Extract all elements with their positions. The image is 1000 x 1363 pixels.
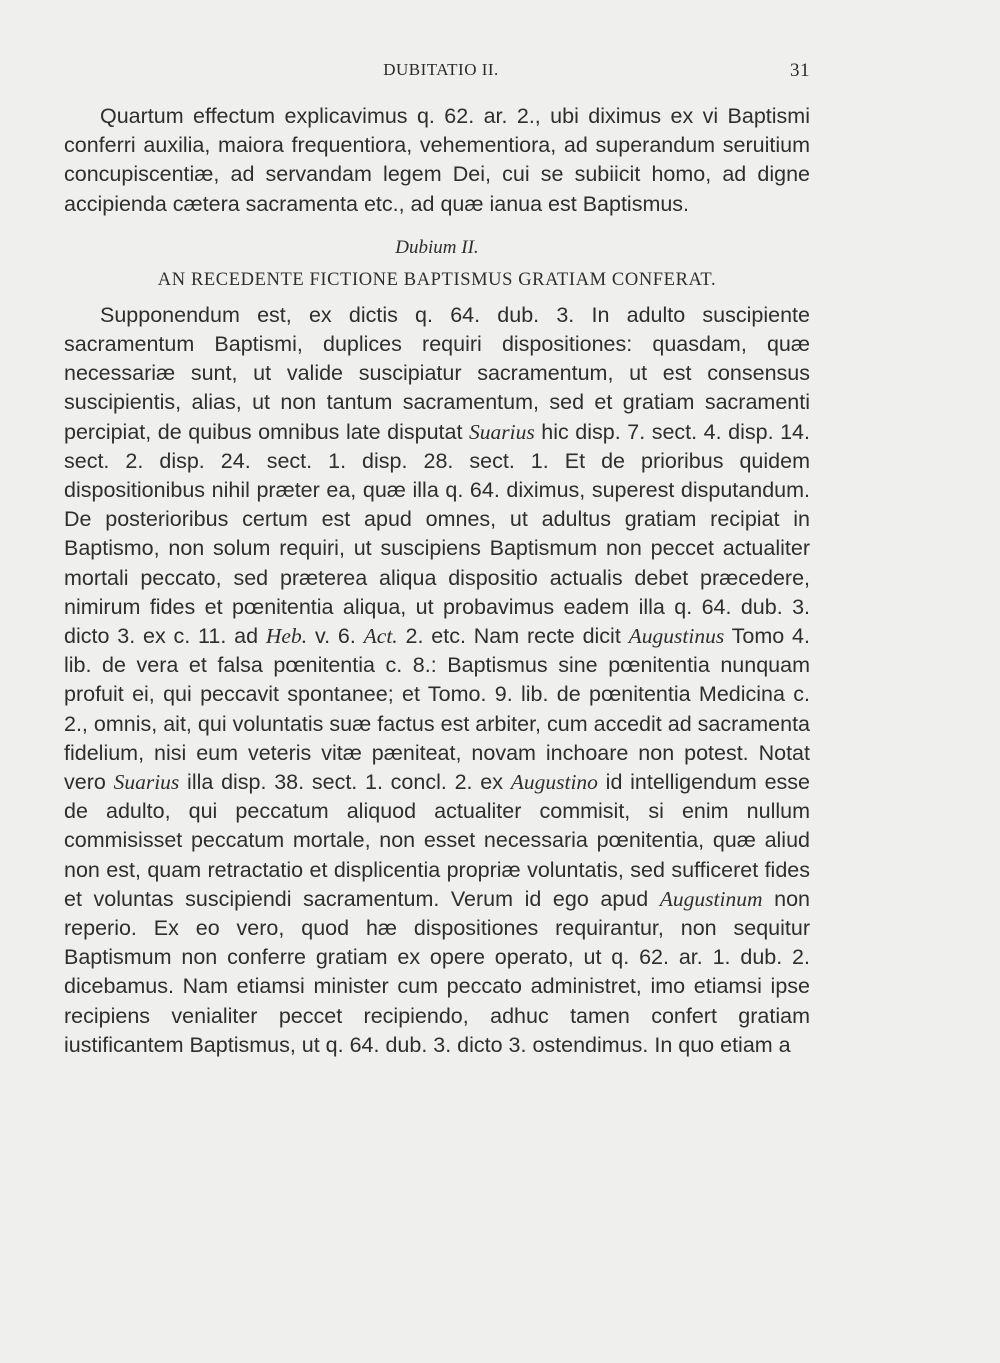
page-body	[64, 102, 810, 1060]
citation-heb: Heb.	[265, 624, 308, 649]
author-name-augustinus: Augustinus	[628, 624, 725, 649]
text-run: hic disp. 7. sect. 4. disp. 14. sect. 2. disp. 24. sect. 1. disp. 28. sect. 1. Et de prioribus quidem dispositionibus nihil præter ea, quæ illa q. 64. diximus, superest disputandum. De posterioribus certum est apud omnes, ut adultus gratiam recipiat in Baptismo, non solum requiri, ut suscipiens Baptismum non peccet actualiter mortali peccato, sed præterea aliqua dispositio actualis debet præcedere, nimirum fides et pœnitentia aliqua, ut probavimus eadem illa q. 64. dub. 3. dicto 3. ex c. 11. ad	[64, 419, 810, 649]
citation-act: Act.	[363, 624, 398, 649]
author-name-augustino: Augustino	[510, 770, 598, 795]
text-run: id intelligendum esse de adulto, qui peccatum aliquod actualiter commisit, si enim nullum commisisset peccatum mortale, non esset necessaria pœnitentia, quæ aliud non est, quam retractatio et displicentia propriæ voluntatis, sed sufficeret fides et voluntas suscipiendi sacramentum. Verum id ego apud	[64, 770, 810, 911]
section-heading: AN RECEDENTE FICTIONE BAPTISMUS GRATIAM CONFERAT.	[157, 269, 717, 290]
text-run: 2. etc. Nam recte dicit	[405, 624, 621, 649]
author-name-suarius: Suarius	[113, 770, 180, 795]
page-header	[72, 60, 810, 84]
dubium-label: Dubium II.	[395, 236, 479, 258]
paragraph-quartum-effectum: Quartum effectum explicavimus q. 62. ar. 2., ubi diximus ex vi Baptismi conferri auxilia, maiora frequentiora, vehementiora, ad superandum seruitium concupiscentiæ, ad servandam legem Dei, cui se subiicit homo, ad digne accipienda cætera sacramenta etc., ad quæ ianua est Baptismus.	[64, 104, 810, 216]
text-run: non reperio. Ex eo vero, quod hæ dispositiones requirantur, non sequitur Baptismum non conferre gratiam ex opere operato, ut q. 62. ar. 1. dub. 2. dicebamus. Nam etiamsi minister cum peccato administret, imo etiamsi ipse recipiens venialiter peccet recipiendo, adhuc tamen confert gratiam iustificantem Baptismus, ut q. 64. dub. 3. dicto 3. ostendimus. In quo etiam a	[64, 886, 810, 1057]
paragraph-supponendum	[64, 301, 810, 1060]
text-run: v. 6.	[314, 624, 356, 649]
running-head: DUBITATIO II.	[383, 60, 499, 79]
author-name-augustinum: Augustinum	[659, 886, 763, 911]
text-run: Tomo 4. lib. de vera et falsa pœnitentia c. 8.: Baptismus sine pœnitentia nunquam profuit ei, qui peccavit spontanee; et Tomo. 9. lib. de pœnitentia Medicina c. 2., omnis, ait, qui voluntatis suæ factus est arbiter, cum accedit ad sacramenta fidelium, nisi eum veteris vitæ pæniteat, novam inchoare non potest. Notat vero	[64, 624, 810, 795]
text-run: illa disp. 38. sect. 1. concl. 2. ex	[187, 770, 503, 795]
text-run: Supponendum est, ex dictis q. 64. dub. 3. In adulto suscipiente sacramentum Baptismi, duplices requiri dispositiones: quasdam, quæ necessariæ sunt, ut valide suscipiatur sacramentum, ut est consensus suscipientis, alias, ut non tantum sacramentum, sed et gratiam sacramenti percipiat, de quibus omnibus late disputat	[64, 302, 810, 444]
page-number: 31	[790, 60, 810, 81]
author-name-suarius: Suarius	[469, 419, 535, 444]
